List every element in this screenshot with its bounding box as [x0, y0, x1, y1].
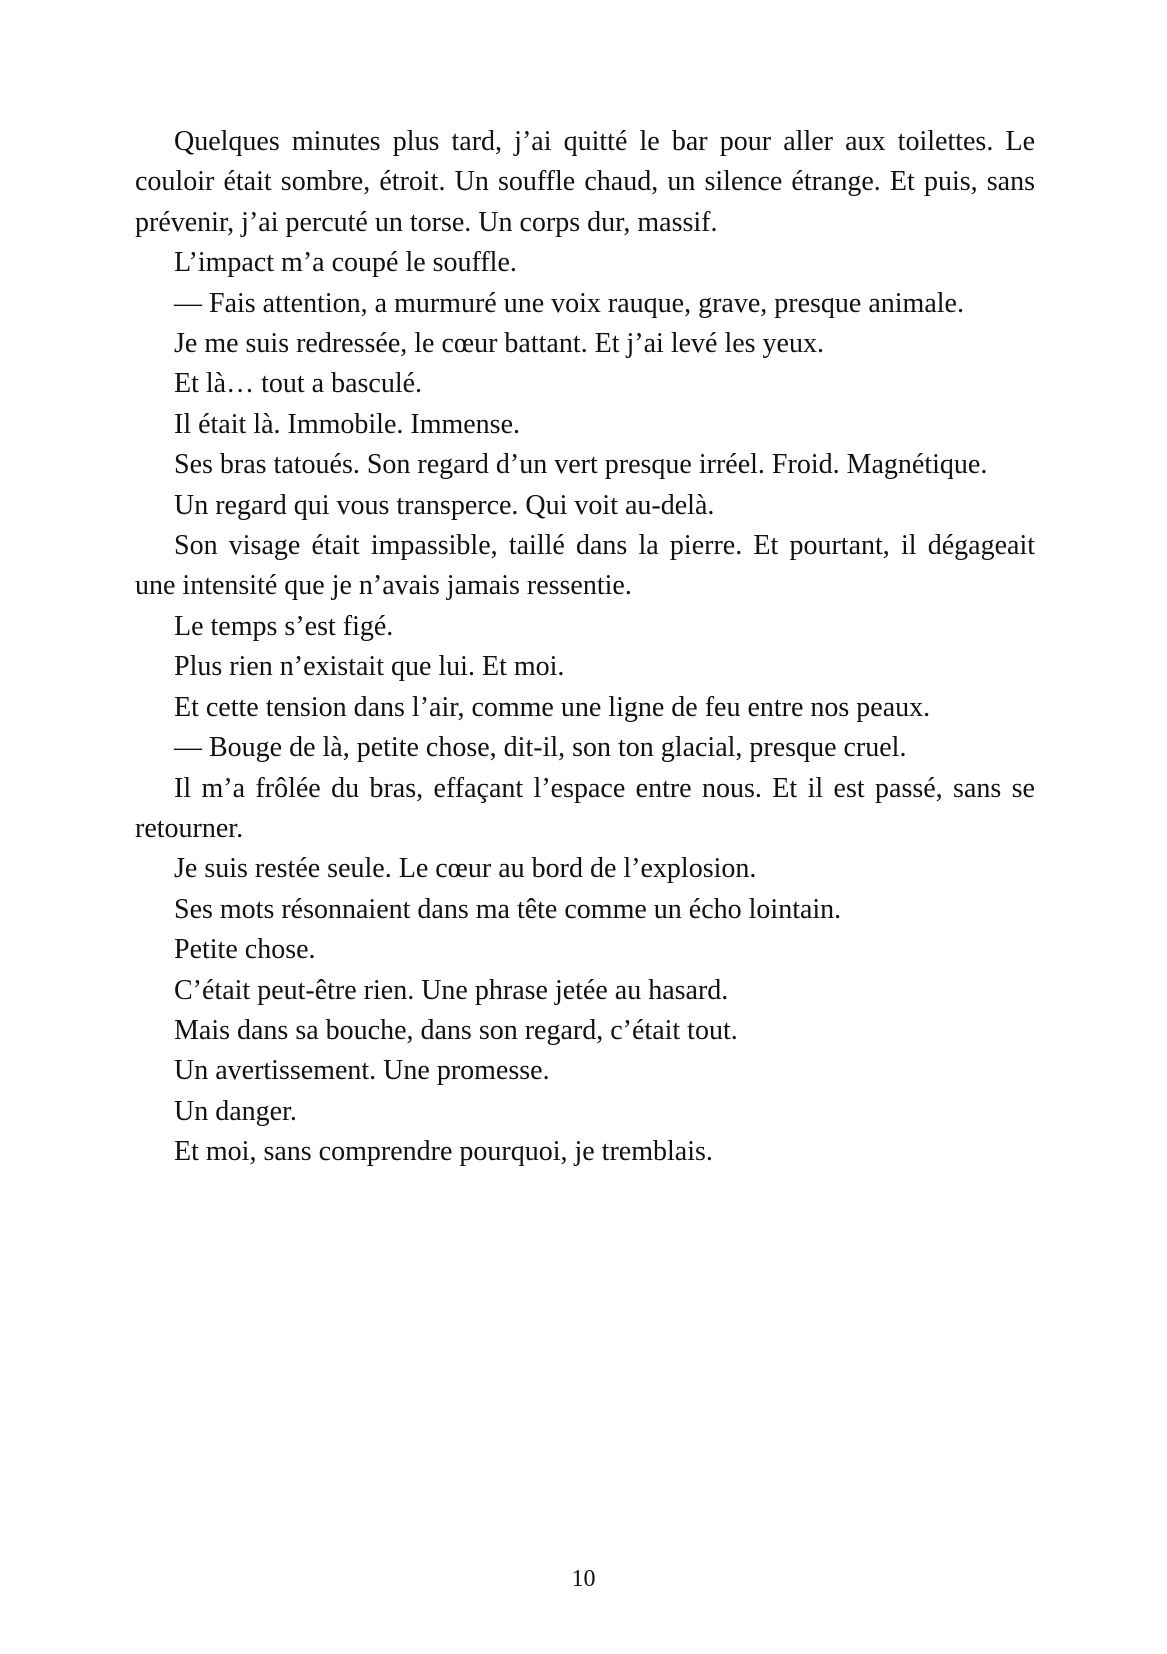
paragraph: — Fais attention, a murmuré une voix rauque, grave, presque animale.: [174, 287, 964, 319]
paragraph: Plus rien n’existait que lui. Et moi.: [174, 651, 565, 683]
paragraph: Quelques minutes plus tard, j’ai quitté le bar pour aller aux toilettes. Le couloir était sombre, étroit. Un souffle chaud, un silence étrange. Et puis, sans prévenir, j’ai percuté un torse. Un corps dur, massif.: [135, 126, 1035, 238]
paragraph: Et moi, sans comprendre pourquoi, je tremblais.: [174, 1136, 713, 1168]
paragraph: L’impact m’a coupé le souffle.: [174, 247, 517, 279]
paragraph: Ses bras tatoués. Son regard d’un vert presque irréel. Froid. Magnétique.: [174, 449, 988, 481]
paragraph: — Bouge de là, petite chose, dit-il, son ton glacial, presque cruel.: [174, 732, 907, 764]
page-number: 10: [571, 1566, 596, 1592]
paragraph: Il était là. Immobile. Immense.: [174, 408, 521, 440]
paragraph: Son visage était impassible, taillé dans la pierre. Et pourtant, il dégageait une intensité que je n’avais jamais ressentie.: [135, 530, 1035, 602]
paragraph: Ses mots résonnaient dans ma tête comme un écho lointain.: [174, 893, 842, 925]
paragraph: Le temps s’est figé.: [174, 610, 394, 642]
paragraph: Mais dans sa bouche, dans son regard, c’était tout.: [174, 1014, 738, 1046]
paragraph: Un regard qui vous transperce. Qui voit au-delà.: [174, 489, 715, 521]
text-body: [135, 122, 1035, 1173]
paragraph: Je me suis redressée, le cœur battant. Et j’ai levé les yeux.: [174, 328, 824, 360]
paragraph: Un danger.: [174, 1095, 297, 1127]
paragraph: Et là… tout a basculé.: [174, 368, 423, 400]
paragraph: Un avertissement. Une promesse.: [174, 1055, 550, 1087]
paragraph: Et cette tension dans l’air, comme une ligne de feu entre nos peaux.: [174, 691, 931, 723]
paragraph: Je suis restée seule. Le cœur au bord de l’explosion.: [174, 853, 757, 885]
paragraph: Petite chose.: [174, 934, 316, 966]
paragraph: Il m’a frôlée du bras, effaçant l’espace entre nous. Et il est passé, sans se retourner.: [135, 772, 1035, 844]
paragraph: C’était peut-être rien. Une phrase jetée au hasard.: [174, 974, 729, 1006]
